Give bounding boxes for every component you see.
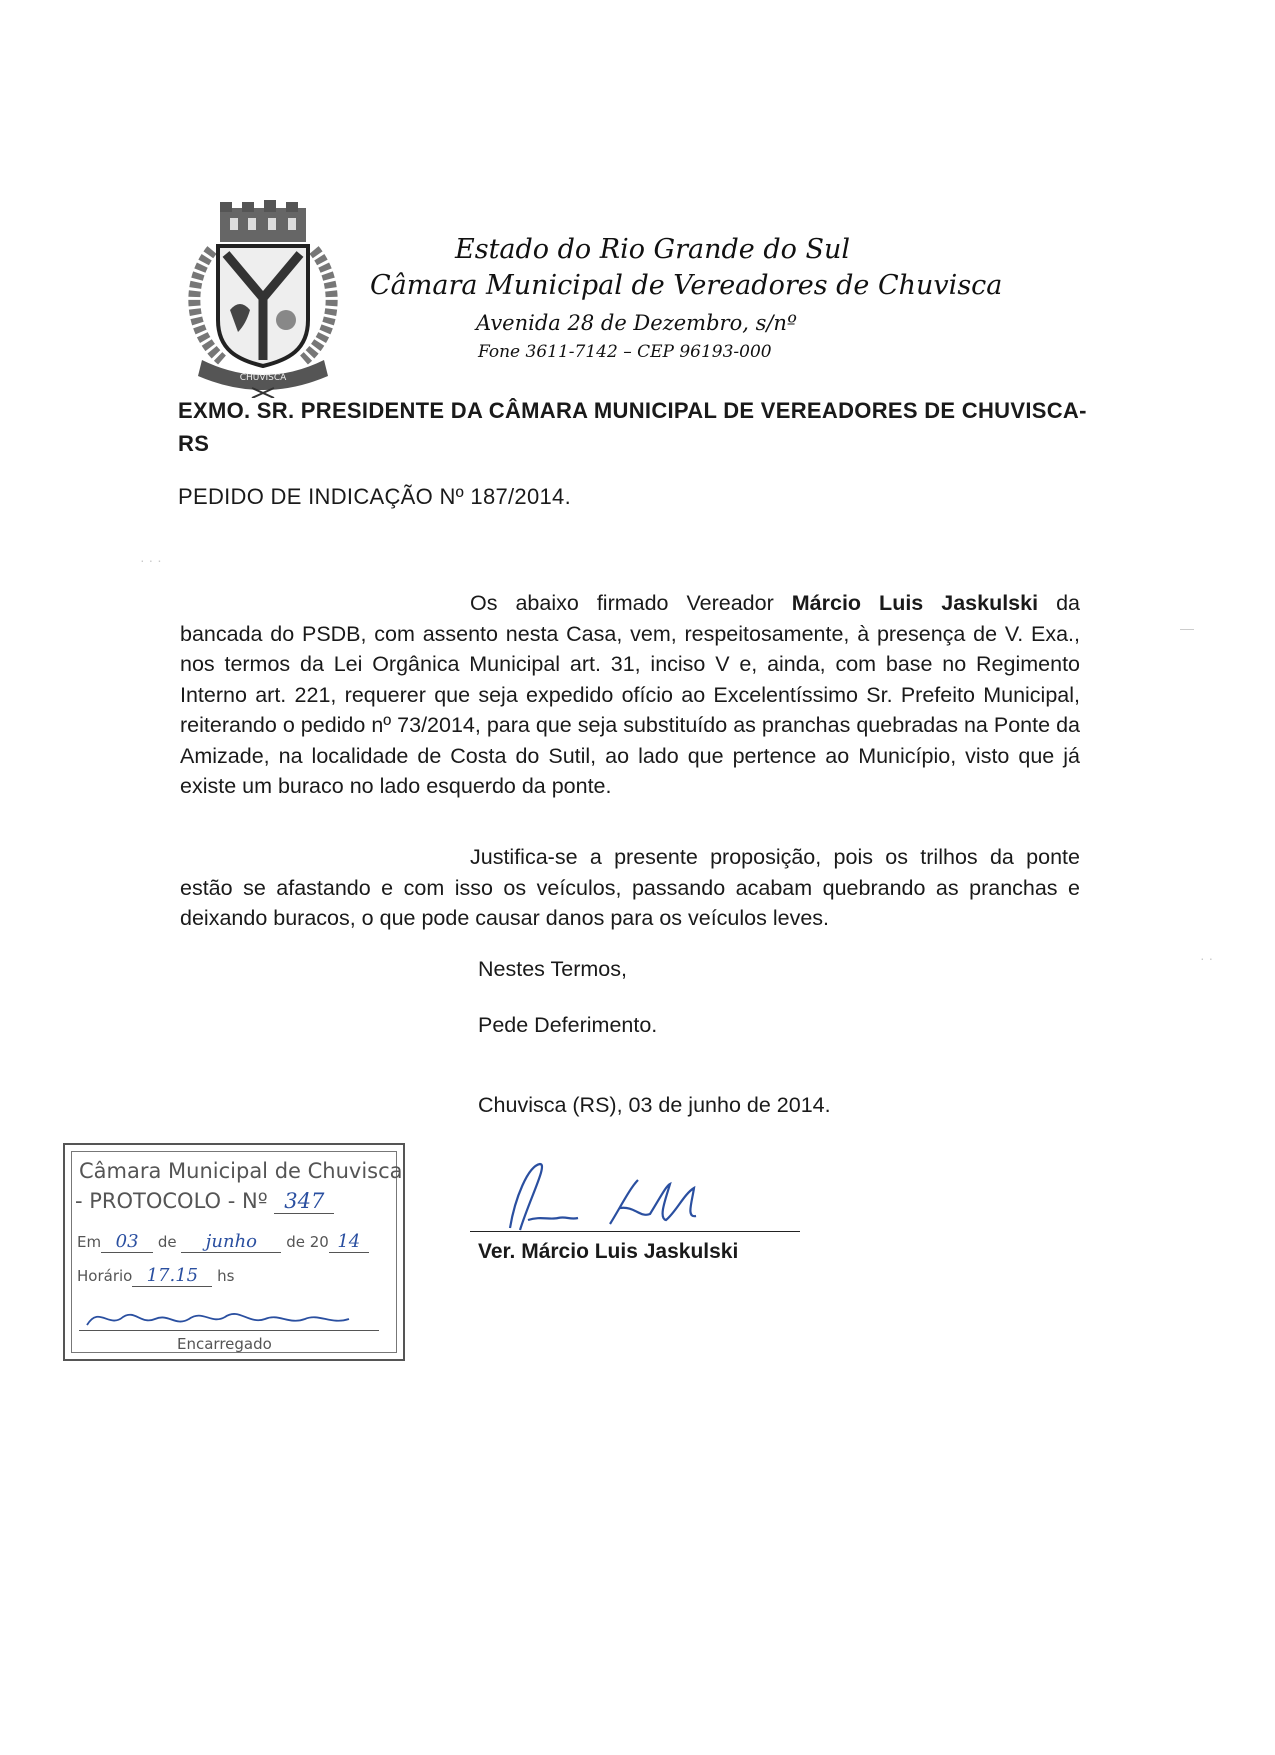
stamp-em-label: Em	[77, 1233, 102, 1251]
p2-text: Justifica-se a presente proposição, pois os trilhos da ponte estão se afastando e com isso os veículos, passando acabam quebrando as pranchas e deixando buracos, o que pode causar danos para os veículos leves.	[180, 845, 1080, 930]
p1-text: da bancada do PSDB, com assento nesta Casa, vem, respeitosamente, à presença de V. Exa., nos termos da Lei Orgânica Municipal art. 31, inciso V e, ainda, com base no Regimento Interno art. 221, requerer que seja expedido ofício ao Excelentíssimo Sr. Prefeito Municipal, reiterando o pedido nº 73/2014, para que seja substituído as pranchas quebradas na Ponte da Amizade, na localidade de Costa do Sutil, ao lado que pertence ao Município, visto que já existe um buraco no lado esquerdo da ponte.	[180, 591, 1080, 798]
svg-text:CHUVISCA: CHUVISCA	[239, 373, 287, 383]
stamp-protocol-line	[75, 1189, 334, 1214]
stamp-de-label: de	[157, 1233, 177, 1251]
date-line: Chuvisca (RS), 03 de junho de 2014.	[478, 1093, 831, 1117]
scan-speck: · · ·	[140, 552, 162, 568]
stamp-horario-label: Horário	[77, 1267, 133, 1285]
scan-speck: · ·	[1200, 950, 1214, 966]
stamp-time: 17.15	[132, 1265, 212, 1287]
letterhead-address: Avenida 28 de Dezembro, s/nº	[476, 311, 797, 335]
stamp-hs-label: hs	[217, 1267, 235, 1285]
stamp-month: junho	[181, 1231, 281, 1253]
stamp-clerk-line	[79, 1330, 379, 1331]
p1-councilor-name: Márcio Luis Jaskulski	[791, 591, 1039, 615]
handwritten-signature	[470, 1158, 810, 1238]
signer-name: Ver. Márcio Luis Jaskulski	[478, 1240, 739, 1263]
stamp-protocol-number: 347	[274, 1189, 334, 1214]
body-paragraph-1	[180, 588, 1080, 802]
closing-terms: Nestes Termos,	[478, 957, 627, 981]
stamp-year-prefix: de 20	[286, 1233, 329, 1251]
stamp-institution: Câmara Municipal de Chuvisca	[79, 1159, 403, 1183]
stamp-date-line	[77, 1231, 369, 1253]
stamp-day: 03	[101, 1231, 153, 1253]
signature-line	[470, 1231, 800, 1232]
stamp-footer: Encarregado	[177, 1335, 272, 1353]
scan-speck: —	[1180, 620, 1194, 636]
municipal-crest-icon	[182, 200, 344, 398]
body-paragraph-2	[180, 842, 1080, 934]
stamp-year: 14	[329, 1231, 369, 1253]
addressee: EXMO. SR. PRESIDENTE DA CÂMARA MUNICIPAL DE VEREADORES DE CHUVISCA-RS	[178, 398, 1087, 456]
request-title: PEDIDO DE INDICAÇÃO Nº 187/2014.	[178, 484, 571, 509]
closing-request: Pede Deferimento.	[478, 1013, 658, 1037]
letterhead-phone: Fone 3611-7142 – CEP 96193-000	[478, 342, 772, 362]
p1-lead: Os abaixo firmado Vereador	[470, 591, 774, 615]
protocol-stamp	[63, 1143, 405, 1361]
stamp-protocol-label: - PROTOCOLO - Nº	[75, 1189, 268, 1213]
letterhead-chamber: Câmara Municipal de Vereadores de Chuvisca	[370, 270, 1003, 301]
stamp-time-line	[77, 1265, 234, 1287]
letterhead-state: Estado do Rio Grande do Sul	[455, 234, 851, 265]
